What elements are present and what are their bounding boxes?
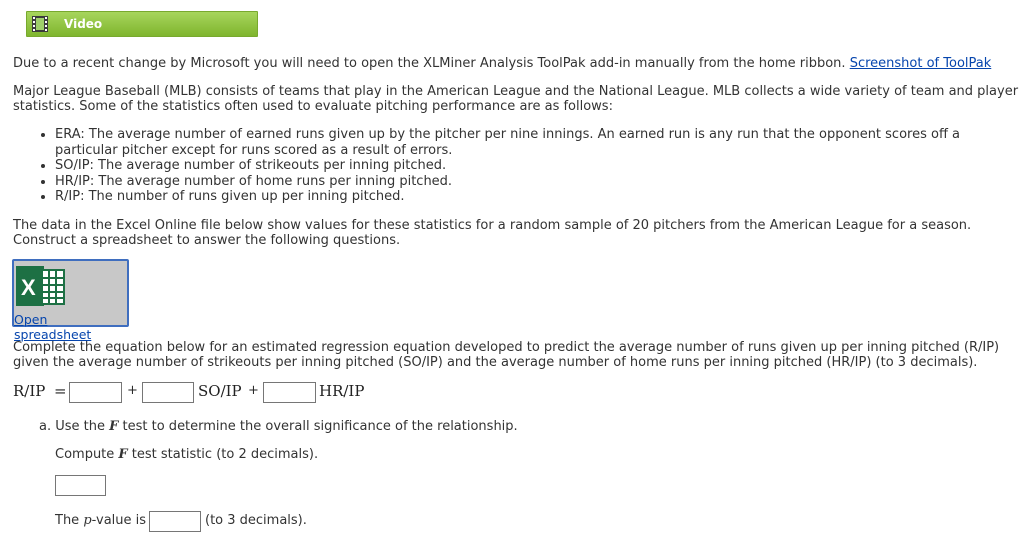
data-description-line2: Construct a spreadsheet to answer the following questions. (13, 233, 401, 248)
p-value-decimals-note: (to 3 decimals). (205, 513, 307, 528)
question-line2: given the average number of strikeouts per inning pitched (SO/IP) and the average number of home runs per inning pitched (HR/IP) (to 3 decimals). (13, 355, 978, 370)
equation-lhs: R/IP (13, 382, 46, 400)
stat-hr-ip: • HR/IP: The average number of home runs per inning pitched. (55, 174, 1015, 190)
p-value-text-pre: The (55, 513, 80, 528)
part-a-text-post: test to determine the overall significance of the relationship. (122, 419, 518, 434)
p-symbol: p (83, 513, 92, 528)
equation-equals: = (54, 382, 67, 400)
open-spreadsheet-card[interactable] (12, 259, 129, 342)
toolpak-screenshot-link[interactable]: Screenshot of ToolPak (849, 56, 992, 71)
hr-ip-coefficient-input[interactable] (263, 382, 316, 403)
p-value-text-mid: -value is (91, 513, 147, 528)
mlb-intro-line2: statistics. Some of the statistics often used to evaluate pitching performance are as follows: (13, 99, 613, 114)
video-label: Video (64, 17, 103, 31)
stat-r-ip: • R/IP: The number of runs given up per inning pitched. (55, 189, 1015, 205)
svg-text:X: X (21, 275, 36, 300)
p-value-input[interactable] (149, 511, 201, 532)
part-a-label: a. (39, 419, 52, 434)
mlb-intro-line1: Major League Baseball (MLB) consists of teams that play in the American League and the National League. MLB collects a wide variety of team and player (13, 84, 1019, 99)
toolpak-note (13, 56, 991, 71)
data-description-line1: The data in the Excel Online file below show values for these statistics for a random sample of 20 pitchers from the American League for a season. (13, 218, 972, 233)
equation-plus-2: + (248, 383, 259, 398)
f-statistic-input[interactable] (55, 475, 106, 496)
part-a-text-pre: Use the (55, 419, 106, 434)
so-ip-coefficient-input[interactable] (142, 382, 194, 403)
video-button[interactable] (26, 11, 258, 37)
film-icon (31, 15, 49, 33)
equation-plus-1: + (127, 383, 138, 398)
f-symbol-2: F (118, 447, 128, 462)
stat-so-ip: • SO/IP: The average number of strikeouts per inning pitched. (55, 158, 1015, 174)
compute-text-post: test statistic (to 2 decimals). (131, 447, 319, 462)
question-line1: Complete the equation below for an estimated regression equation developed to predict the average number of runs given up per inning pitched (R/IP) (13, 340, 1000, 355)
stats-list (22, 127, 1015, 205)
p-value-row (55, 513, 146, 528)
open-spreadsheet-link[interactable]: Open spreadsheet (14, 312, 92, 342)
stat-era: • ERA: The average number of earned runs given up by the pitcher per nine innings. An earned run is any run that the opponent scores off a particular pitcher except for runs scored as a result of errors. (55, 127, 1015, 158)
equation-term-so-ip: SO/IP (198, 382, 242, 400)
compute-text-pre: Compute (55, 447, 115, 462)
intercept-input[interactable] (69, 382, 122, 403)
equation-term-hr-ip: HR/IP (319, 382, 365, 400)
excel-icon (16, 266, 66, 308)
toolpak-note-text: Due to a recent change by Microsoft you will need to open the XLMiner Analysis ToolPak add-in manually from the home ribbon. (13, 56, 846, 71)
f-symbol: F (109, 419, 119, 434)
part-a-instruction (39, 419, 518, 434)
compute-f-instruction (55, 447, 318, 462)
